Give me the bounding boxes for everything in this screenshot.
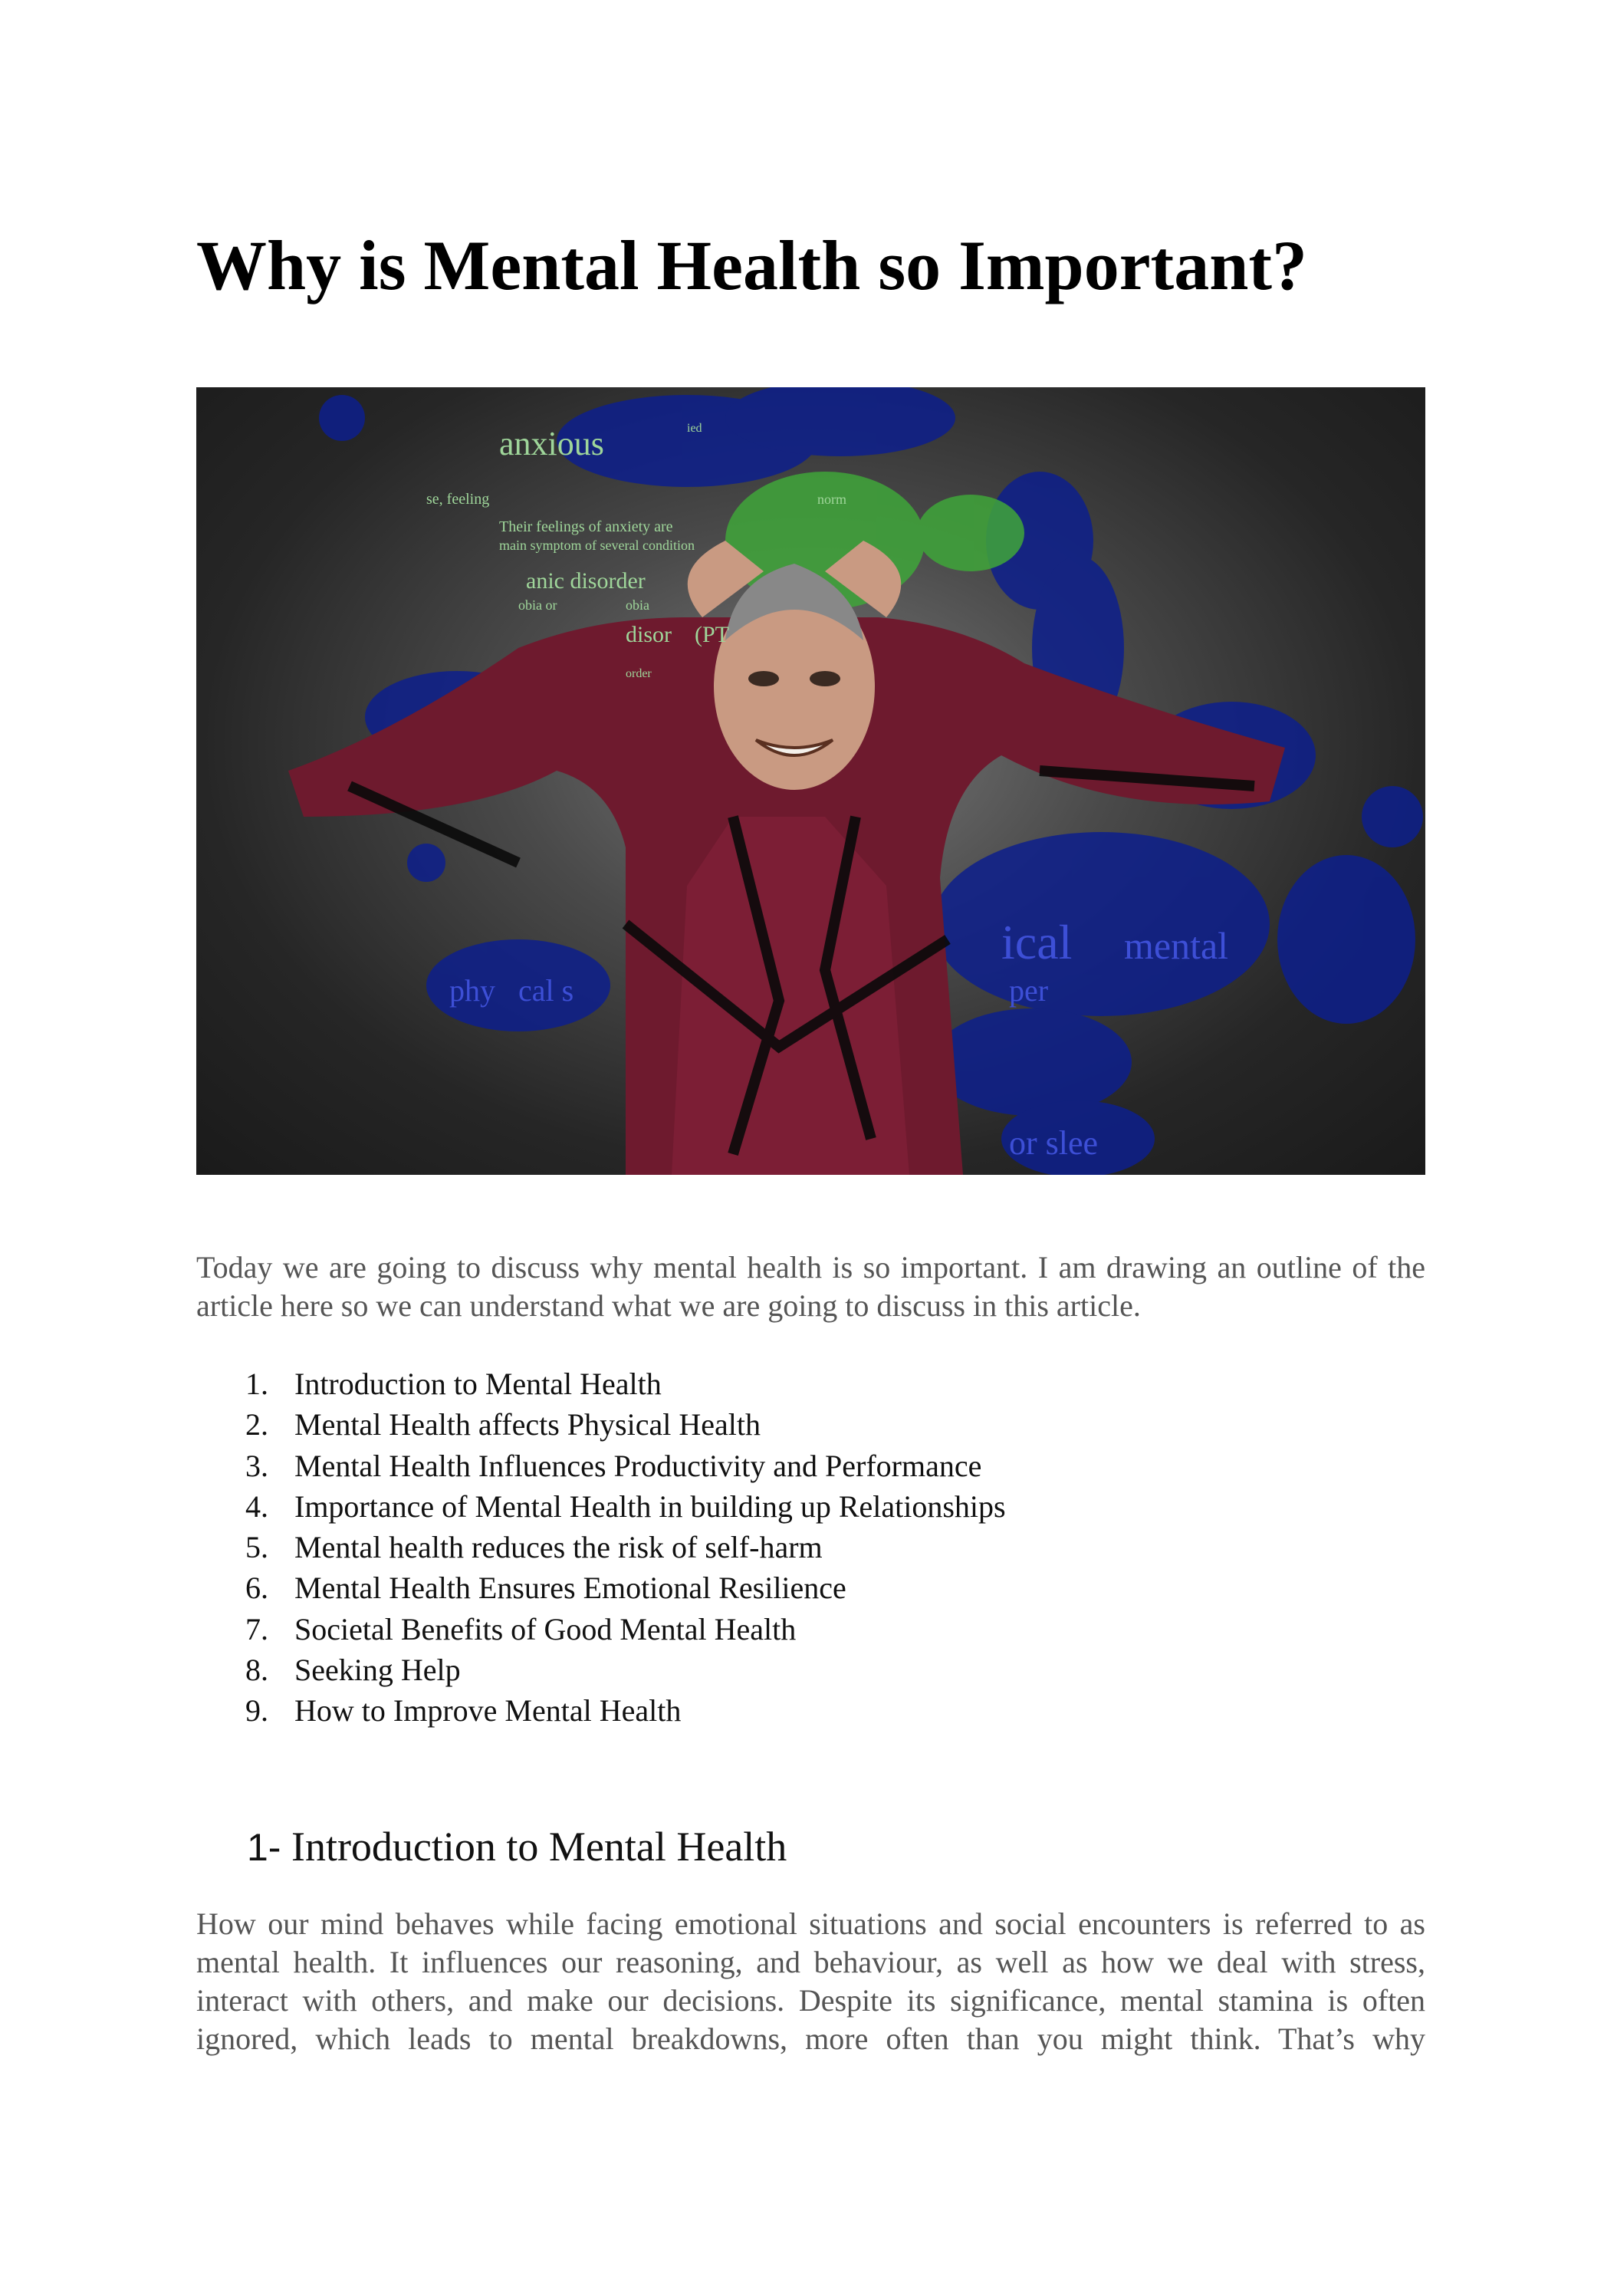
page-title: Why is Mental Health so Important? <box>196 226 1307 304</box>
list-item: 9. How to Improve Mental Health <box>245 1693 682 1729</box>
list-item: 3. Mental Health Influences Productivity and Performance <box>245 1448 982 1483</box>
section-heading <box>247 1822 787 1872</box>
hero-illustration <box>196 387 1425 1175</box>
overlay-word: cal s <box>518 973 574 1008</box>
overlay-word: per <box>1009 973 1049 1008</box>
overlay-word: Their feelings of anxiety are <box>499 518 673 535</box>
list-item: 7. Societal Benefits of Good Mental Health <box>245 1611 797 1646</box>
overlay-word: phy <box>449 973 495 1008</box>
hero-image <box>196 387 1425 1175</box>
overlay-word: obia or <box>518 597 557 613</box>
overlay-word: order <box>626 667 652 680</box>
overlay-word: mental <box>1124 924 1229 967</box>
article-outline <box>196 1363 1006 1732</box>
section-body-text: How our mind behaves while facing emotional situations and social encounters is referred to as mental health. It influences our reasoning, and behaviour, as well as how we deal with stress, interact with others, and make our decisions. Despite its significance, mental stamina is often ignored, which leads to mental breakdowns, more often than you might think. That’s why <box>196 1906 1425 2056</box>
list-item: 4. Importance of Mental Health in building up Relationships <box>245 1488 1006 1524</box>
overlay-word: se, feeling <box>426 491 490 508</box>
section-title: Introduction to Mental Health <box>291 1824 787 1870</box>
section-number: 1- <box>247 1826 281 1869</box>
overlay-word: disor <box>626 622 672 647</box>
intro-paragraph: Today we are going to discuss why mental health is so important. I am drawing an outline of the article here so we can understand what we are going to discuss in this article. <box>196 1250 1425 1323</box>
overlay-word: obia <box>626 597 649 613</box>
overlay-word: (PT <box>695 622 729 647</box>
overlay-word: main symptom of several condition <box>499 538 695 553</box>
overlay-word: ical <box>1001 915 1073 969</box>
overlay-word: norm <box>817 492 846 507</box>
overlay-word: or slee <box>1009 1124 1099 1162</box>
list-item: 1. Introduction to Mental Health <box>245 1367 662 1401</box>
overlay-word: anic disorder <box>526 568 646 594</box>
list-item: 5. Mental health reduces the risk of self-harm <box>245 1530 823 1565</box>
overlay-word: ied <box>687 422 702 435</box>
overlay-word: anxious <box>499 425 604 462</box>
list-item: 6. Mental Health Ensures Emotional Resilience <box>245 1571 846 1606</box>
list-item: 2. Mental Health affects Physical Health <box>245 1407 761 1442</box>
list-item: 8. Seeking Help <box>245 1653 461 1688</box>
